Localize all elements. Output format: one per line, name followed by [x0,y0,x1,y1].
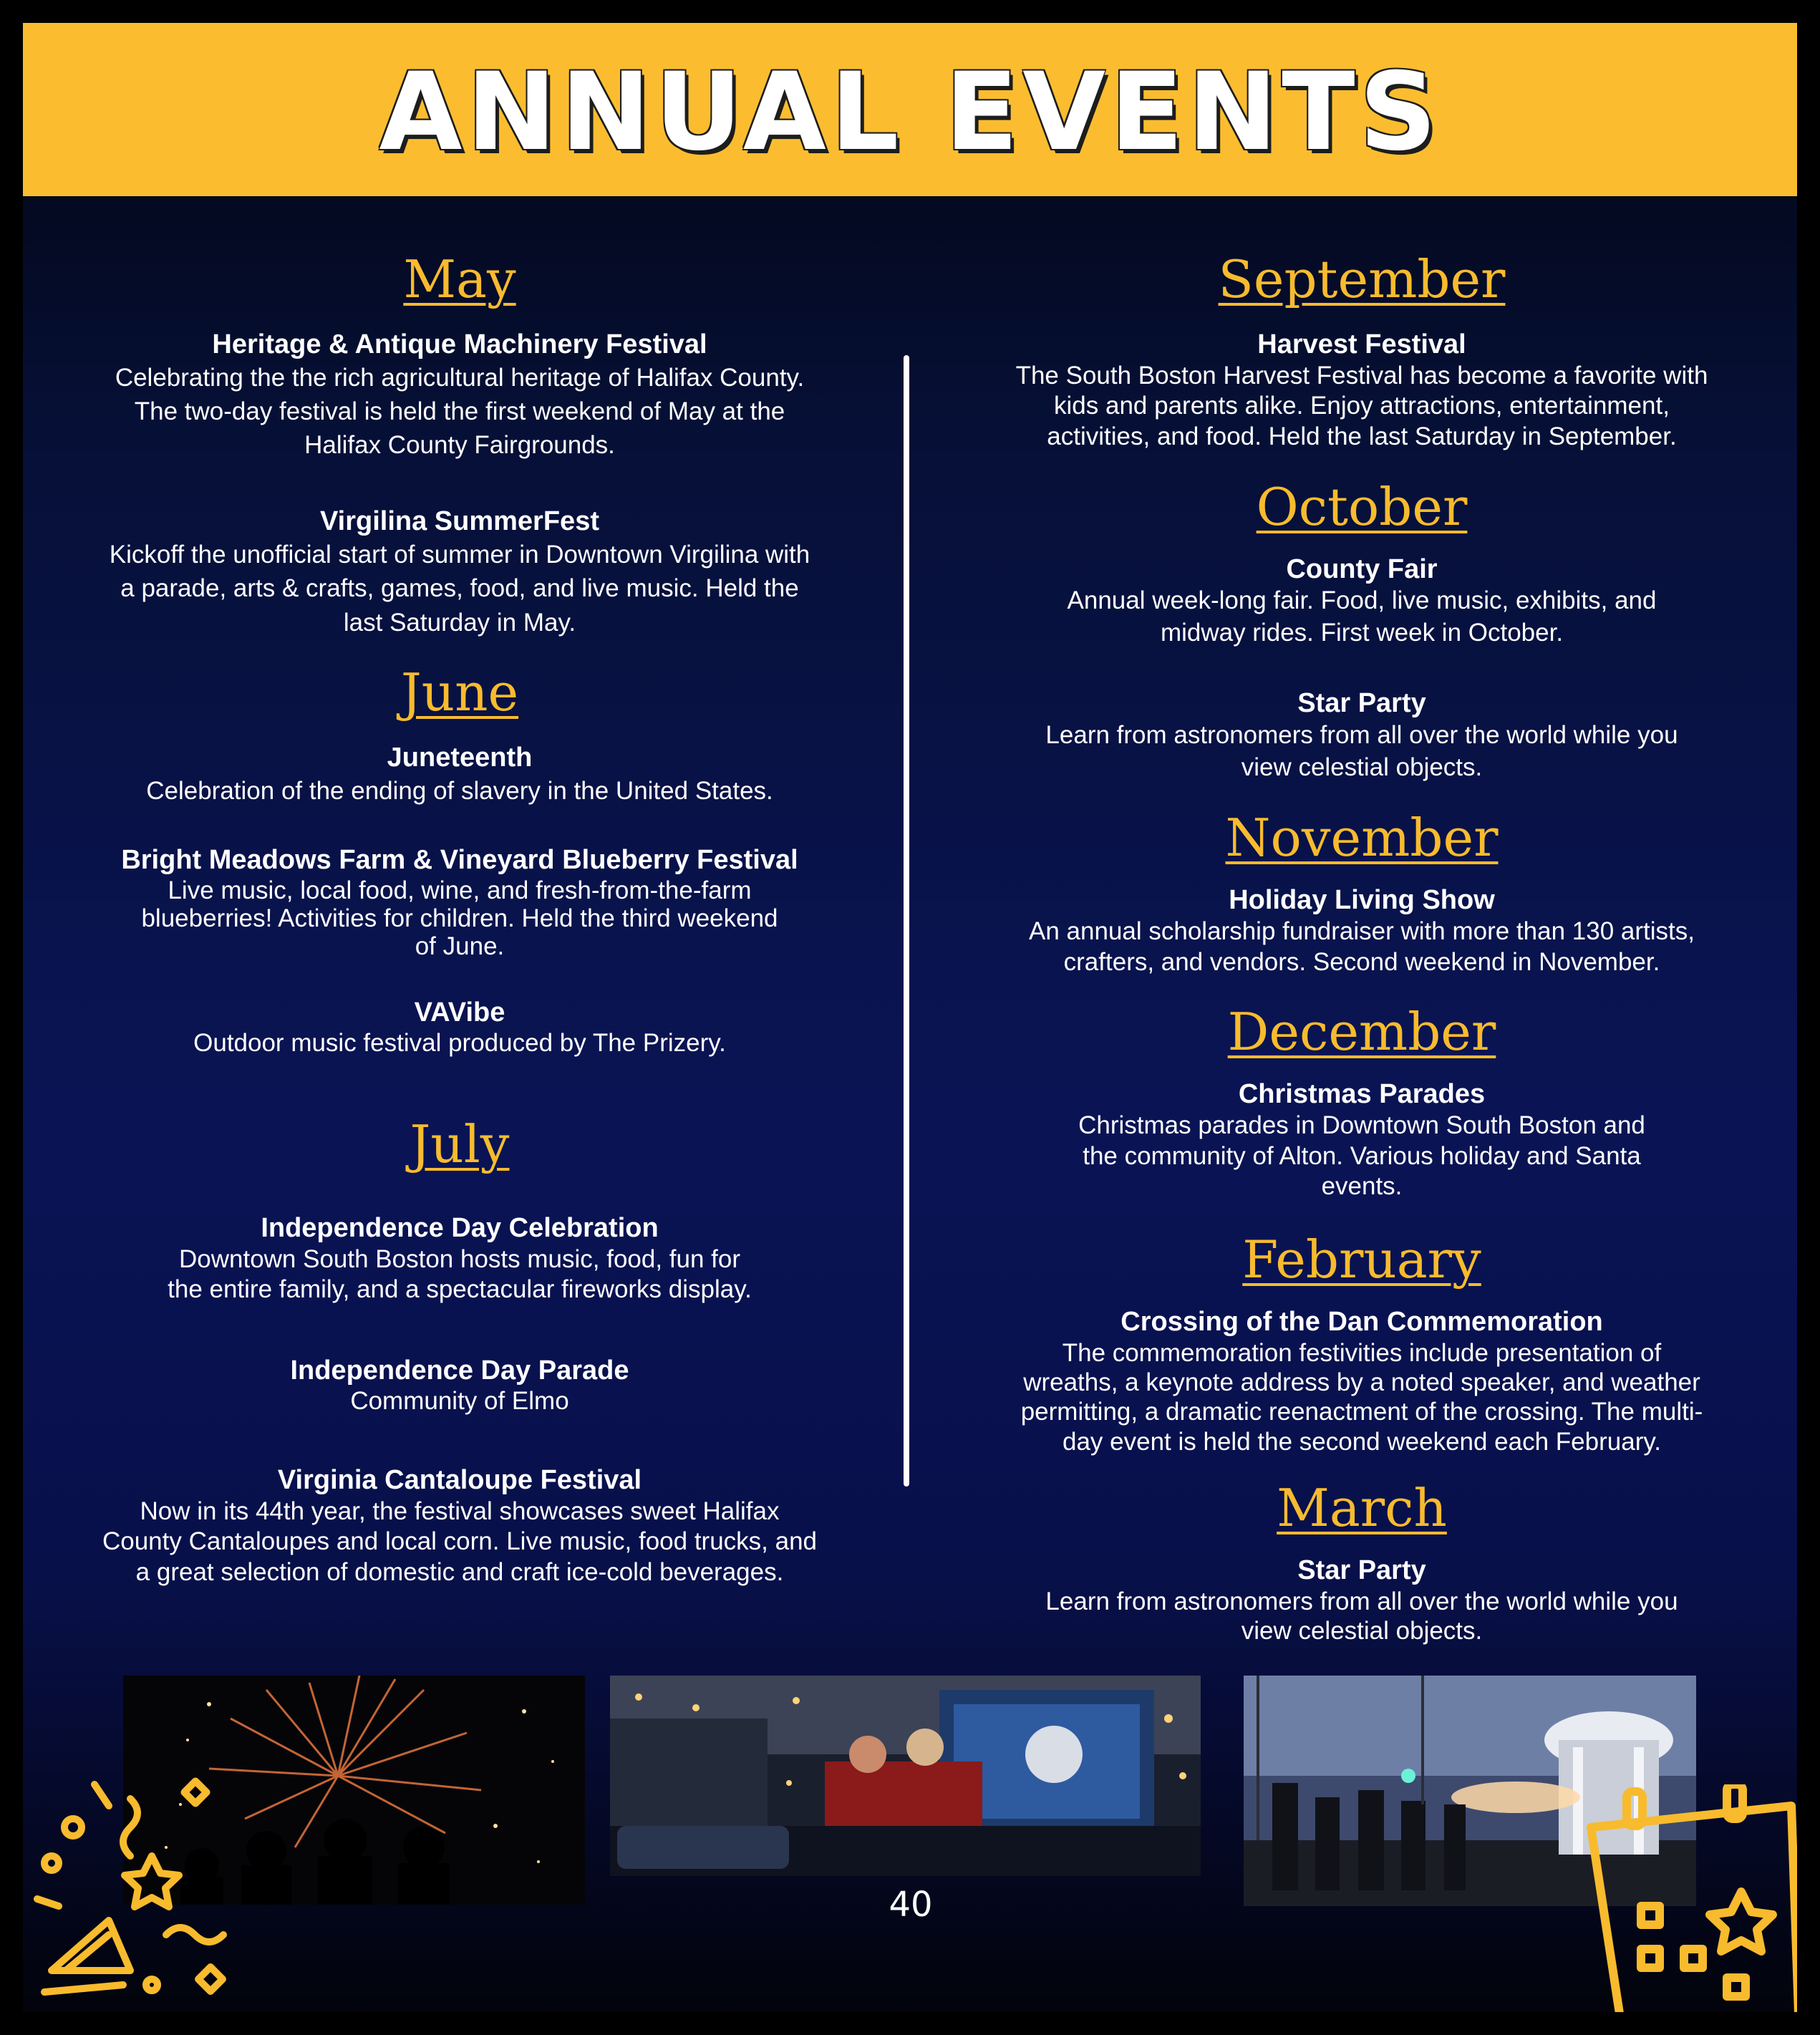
event-title: Harvest Festival [1257,329,1466,359]
event-description: Community of Elmo [350,1386,569,1415]
event-title: Star Party [1297,688,1426,719]
event-description: Now in its 44th year, the festival showcases sweet Halifax County Cantaloupes and local corn. Live music, food trucks, and a great selection of domestic and craft ice-cold beverages. [102,1497,818,1586]
title-banner [23,23,1797,196]
month-heading: February [1242,1229,1481,1290]
event-title: Heritage & Antique Machinery Festival [212,329,707,359]
month-heading: September [1218,249,1506,309]
event-title: Star Party [1297,1555,1426,1585]
month-heading: June [400,662,519,722]
page-title: ANNUAL EVENTS [379,50,1441,175]
event-title: Crossing of the Dan Commemoration [1120,1307,1603,1338]
event-description: Live music, local food, wine, and fresh-from-the-farm blueberries! Activities for children. Held the third weekend of June. [141,876,778,960]
month-heading: July [410,1113,510,1174]
event-description: Learn from astronomers from all over the world while you view celestial objects. [1045,720,1678,781]
month-heading: December [1227,1002,1496,1063]
event-description: Learn from astronomers from all over the world while you view celestial objects. [1045,1587,1678,1645]
event-description: The South Boston Harvest Festival has become a favorite with kids and parents alike. Enjoy attractions, entertainment, activities, and food. Held the last Saturday in September. [1015,361,1708,451]
event-title: County Fair [1286,554,1438,584]
page-number: 40 [889,1885,933,1925]
event-description: Celebration of the ending of slavery in the United States. [146,776,773,805]
event-description: Kickoff the unofficial start of summer in Downtown Virgilina with a parade, arts & crafts, games, food, and live music. Held the last Saturday in May. [109,541,810,637]
month-heading: October [1256,476,1468,537]
calendar-icon [1548,1784,1797,2012]
event-description: Outdoor music festival produced by The Prizery. [193,1028,726,1057]
event-description: Celebrating the the rich agricultural heritage of Halifax County. The two-day festival is held the first weekend of May at the Halifax County Fairgrounds. [115,363,805,460]
event-title: Christmas Parades [1238,1079,1486,1110]
month-heading: November [1225,808,1499,869]
event-title: Bright Meadows Farm & Vineyard Blueberry Festival [121,844,798,875]
event-description: Annual week-long fair. Food, live music, exhibits, and midway rides. First week in October. [1067,586,1657,647]
month-heading: May [403,249,516,309]
event-title: Virgilina SummerFest [320,506,599,537]
event-description: Downtown South Boston hosts music, food, fun for the entire family, and a spectacular fireworks display. [168,1244,752,1304]
confetti-party-icon [23,1756,252,2012]
event-title: Juneteenth [387,742,533,773]
event-title: Independence Day Celebration [261,1212,659,1243]
month-heading: March [1277,1478,1447,1538]
christmas-parade-photo [610,1676,1201,1876]
column-divider [904,355,909,1487]
event-description: An annual scholarship fundraiser with more than 130 artists, crafters, and vendors. Second weekend in November. [1029,917,1695,976]
event-title: Holiday Living Show [1229,885,1495,916]
page [23,23,1797,2012]
event-title: VAVibe [414,997,505,1028]
event-description: Christmas parades in Downtown South Boston and the community of Alton. Various holiday and Santa events. [1078,1111,1645,1201]
event-title: Independence Day Parade [290,1355,629,1386]
event-title: Virginia Cantaloupe Festival [277,1464,642,1495]
event-description: The commemoration festivities include presentation of wreaths, a keynote address by a noted speaker, and weather permitting, a dramatic reenactment of the crossing. The multi-day event is held the second weekend each February. [1020,1338,1703,1456]
left-column [102,216,818,1588]
right-column [986,216,1738,1645]
